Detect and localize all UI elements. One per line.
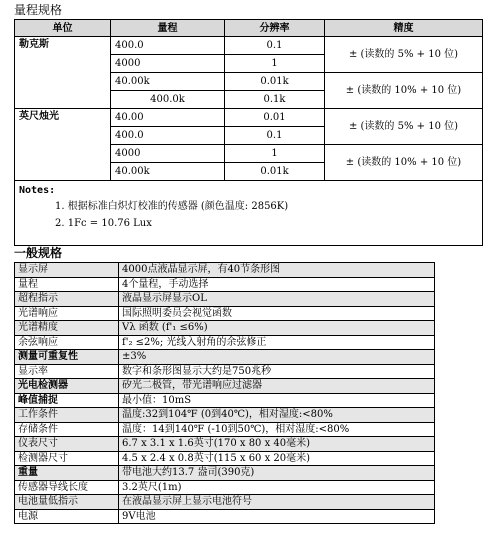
- spec-value: 4000点液晶显示屏，有40节条形图: [119, 263, 435, 278]
- spec-label: 显示屏: [15, 263, 119, 278]
- table-row: [15, 466, 435, 481]
- resolution-cell: 0.01k: [225, 163, 325, 181]
- table-row: [15, 306, 435, 321]
- accuracy-cell: ± (读数的 10% + 10 位): [325, 73, 483, 109]
- spec-value: 温度:32到104℉ (0到40℃)，相对湿度:<80%: [119, 408, 435, 423]
- spec-value: f'₂ ≤2%; 光线入射角的余弦修正: [119, 335, 435, 350]
- spec-label: 仪表尺寸: [15, 437, 119, 452]
- spec-label: 光谱精度: [15, 321, 119, 336]
- range-cell: 40.00k: [111, 163, 225, 181]
- table-row: [15, 321, 435, 336]
- spec-value: 6.7 x 3.1 x 1.6英寸(170 x 80 x 40毫米): [119, 437, 435, 452]
- accuracy-cell: ± (读数的 5% + 10 位): [325, 109, 483, 145]
- spec-label: 光谱响应: [15, 306, 119, 321]
- resolution-cell: 1: [225, 145, 325, 163]
- table-header-row: [15, 20, 483, 37]
- spec-value: Vλ 函数 (f'₁ ≤6%): [119, 321, 435, 336]
- table-row: [15, 364, 435, 379]
- table-row: [15, 263, 435, 278]
- table-row: [15, 37, 483, 55]
- range-cell: 400.0: [111, 127, 225, 145]
- spec-label: 电池量低指示: [15, 495, 119, 510]
- general-spec-table: [14, 262, 435, 524]
- range-cell: 4000: [111, 55, 225, 73]
- spec-value: 4.5 x 2.4 x 0.8英寸(115 x 60 x 20毫米): [119, 451, 435, 466]
- resolution-cell: 0.1: [225, 37, 325, 55]
- spec-value: 在液晶显示屏上显示电池符号: [119, 495, 435, 510]
- header-range: 量程: [111, 20, 225, 37]
- notes-title: Notes:: [19, 185, 56, 196]
- general-spec-title: 一般规格: [14, 246, 63, 260]
- spec-value: 最小值：10mS: [119, 393, 435, 408]
- spec-label: 测量可重复性: [15, 350, 119, 365]
- note-item: 1. 根据标准白炽灯校准的传感器 (颜色温度: 2856K): [55, 201, 289, 212]
- spec-value: 温度：14到140℉ (-10到50℃)，相对湿度:<80%: [119, 422, 435, 437]
- resolution-cell: 0.1: [225, 127, 325, 145]
- table-row: [15, 495, 435, 510]
- notes-row: [15, 181, 483, 246]
- spec-label: 工作条件: [15, 408, 119, 423]
- spec-value: 国际照明委员会视觉函数: [119, 306, 435, 321]
- range-cell: 400.0: [111, 37, 225, 55]
- range-cell: 4000: [111, 145, 225, 163]
- header-accuracy: 精度: [325, 20, 483, 37]
- spec-value: 带电池大约13.7 盎司(390克): [119, 466, 435, 481]
- table-row: [15, 109, 483, 127]
- spec-value: 液晶显示屏显示OL: [119, 292, 435, 307]
- spec-value: ±3%: [119, 350, 435, 365]
- table-row: [15, 379, 435, 394]
- table-row: [15, 451, 435, 466]
- table-row: [15, 277, 435, 292]
- spec-label: 显示率: [15, 364, 119, 379]
- note-item: 2. 1Fc = 10.76 Lux: [55, 218, 152, 229]
- spec-value: 9V电池: [119, 509, 435, 524]
- spec-label: 峰值捕捉: [15, 393, 119, 408]
- table-row: [15, 350, 435, 365]
- resolution-cell: 0.01k: [225, 73, 325, 91]
- spec-label: 存储条件: [15, 422, 119, 437]
- table-row: [15, 408, 435, 423]
- spec-value: 4个量程，手动选择: [119, 277, 435, 292]
- range-cell: 40.00k: [111, 73, 225, 91]
- range-spec-title: 量程规格: [14, 3, 63, 17]
- accuracy-cell: ± (读数的 5% + 10 位): [325, 37, 483, 73]
- table-row: [15, 480, 435, 495]
- spec-value: 矽光二极管，带光谱响应过滤器: [119, 379, 435, 394]
- header-unit: 单位: [15, 20, 111, 37]
- spec-label: 余弦响应: [15, 335, 119, 350]
- range-spec-table: [14, 19, 483, 246]
- range-cell: 40.00: [111, 109, 225, 127]
- unit-footcandle: 英尺烛光: [15, 109, 111, 181]
- spec-label: 传感器导线长度: [15, 480, 119, 495]
- spec-label: 重量: [15, 466, 119, 481]
- accuracy-cell: ± (读数的 10% + 10 位): [325, 145, 483, 181]
- table-row: [15, 422, 435, 437]
- table-row: [15, 437, 435, 452]
- unit-lux: 勒克斯: [15, 37, 111, 109]
- header-resolution: 分辨率: [225, 20, 325, 37]
- spec-value: 3.2英尺(1m): [119, 480, 435, 495]
- spec-label: 电源: [15, 509, 119, 524]
- table-row: [15, 335, 435, 350]
- table-row: [15, 393, 435, 408]
- range-cell: 400.0k: [111, 91, 225, 109]
- notes-cell: [15, 181, 483, 246]
- resolution-cell: 1: [225, 55, 325, 73]
- spec-label: 检测器尺寸: [15, 451, 119, 466]
- table-row: [15, 292, 435, 307]
- spec-value: 数字和条形图显示大约是750兆秒: [119, 364, 435, 379]
- spec-label: 超程指示: [15, 292, 119, 307]
- spec-label: 光电检测器: [15, 379, 119, 394]
- resolution-cell: 0.1k: [225, 91, 325, 109]
- spec-label: 量程: [15, 277, 119, 292]
- table-row: [15, 509, 435, 524]
- resolution-cell: 0.01: [225, 109, 325, 127]
